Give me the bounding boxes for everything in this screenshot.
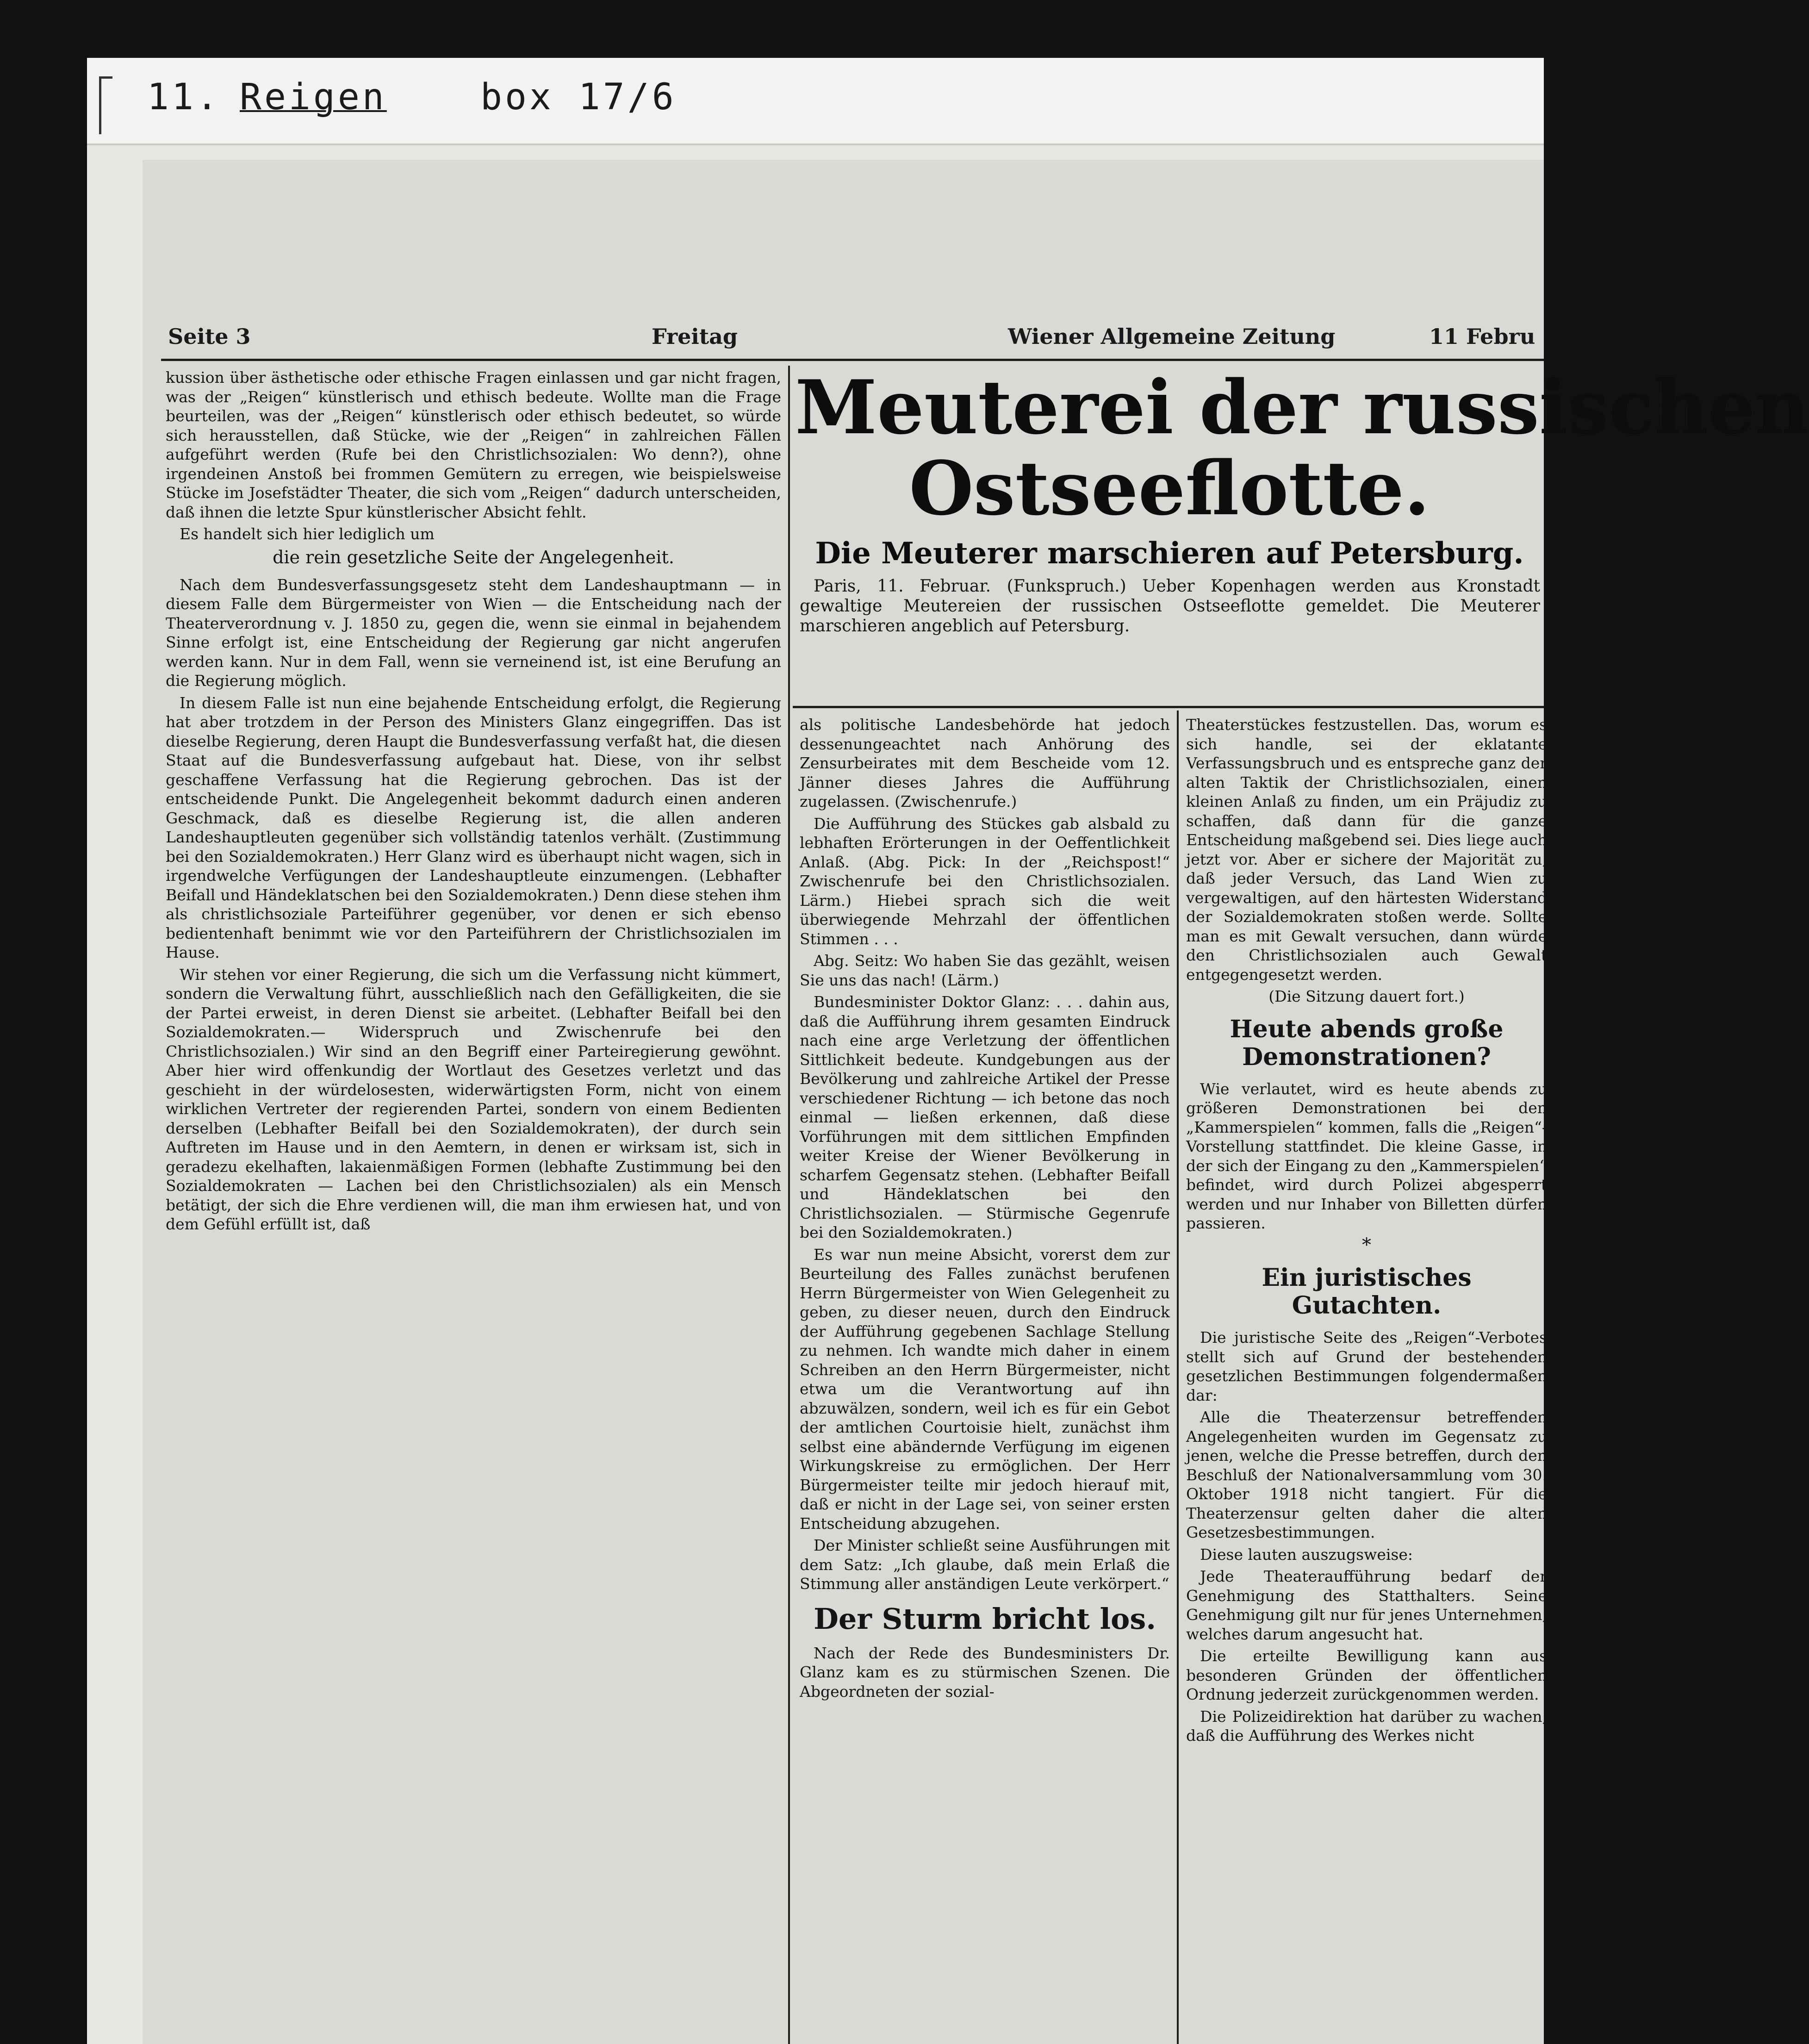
corner-mark [99, 76, 112, 134]
dispatch-paragraph: Paris, 11. Februar. (Funkspruch.) Ueber Kopenhagen werden aus Kronstadt gewaltige Meutereien der russischen Ostseeflotte gemeldet. Die Meuterer marschieren angeblich auf Petersburg. [800, 577, 1540, 636]
middle-paragraph: Bundesminister Doktor Glanz: . . . dahin aus, daß die Aufführung ihrem gesamten Eindruck nach eine arge Verletzung der öffentlichen Sittlichkeit bedeute. Kundgebungen aus der Bevölkerung und zahlreiche Artikel der Presse verschiedener Richtung — ich betone das noch einmal — ließen erkennen, daß diese Vorführungen mit dem sittlichen Empfinden weiter Kreise der Wiener Bevölkerung in scharfem Gegensatz stehen. (Lebhafter Beifall und Händeklatschen bei den Christlichsozialen. — Stürmische Gegenrufe bei den Sozialdemokraten.) [800, 993, 1170, 1241]
left-paragraph: In diesem Falle ist nun eine bejahende Entscheidung erfolgt, die Regierung hat aber trotzdem in der Person des Ministers Glanz eingegriffen. Das ist dieselbe Regierung, deren Haupt die Bundesverfassung verfaßt hat, die diesen Staat auf die Bundesverfassung aufgebaut hat. Diese, von ihr selbst geschaffene Verfassung hat die Regierung gebrochen. Das ist der entscheidende Punkt. Die Angelegenheit bekommt dadurch einen anderen Geschmack, daß es dieselbe Regierung ist, die allen anderen Landeshauptleuten gegenüber sich vollständig tatenlos verhält. (Zustimmung bei den Sozialdemokraten.) Herr Glanz wird es überhaupt nicht wagen, sich in irgendwelche Verfügungen der Landeshauptleute einzumengen. (Lebhafter Beifall und Händeklatschen bei den Sozialdemokraten.) Denn diese stehen ihm als christlichsoziale Parteiführer gegenüber, vor denen er sich ebenso bedientenhaft benimmt wie vor den Parteiführern der Christlichsozialen im Hause. [166, 693, 781, 961]
middle-paragraph: Der Minister schließt seine Ausführungen mit dem Satz: „Ich glaube, daß mein Erlaß die Stimmung aller anständigen Leute verkörpert.“ [800, 1536, 1170, 1593]
separator-star: * [1362, 1234, 1371, 1256]
column-rule-2 [1177, 710, 1179, 2044]
running-head-newspaper: Wiener Allgemeine Zeitung [1008, 324, 1336, 349]
right-paragraph: Alle die Theaterzensur betreffenden Angelegenheiten wurden im Gegensatz zu jenen, welche die Presse betreffen, durch den Beschluß der Nationalversammlung vom 30. Oktober 1918 nicht tangiert. Für die Theaterzensur gelten daher die alten Gesetzesbestimmungen. [1186, 1408, 1547, 1541]
right-paragraph: Die erteilte Bewilligung kann aus besonderen Gründen der öffentlichen Ordnung jederzeit zurückgenommen werden. [1186, 1647, 1547, 1703]
head-rule [161, 359, 1544, 361]
right-paragraph: Theaterstückes festzustellen. Das, worum es sich handle, sei der eklatante Verfassungsbruch und es entspreche ganz der alten Taktik der Christlichsozialen, einen kleinen Anlaß zu finden, um ein Präjudiz zu schaffen, daß dann für die ganze Entscheidung maßgebend sei. Dies liege auch jetzt vor. Aber er sichere der Majorität zu, daß jeder Versuch, das Land Wien zu vergewaltigen, auf den härtesten Widerstand der Sozialdemokraten stoßen werde. Sollte man es mit Gewalt versuchen, dann würde den Christlichsozialen auch Gewalt entgegengesetzt werden. [1186, 716, 1547, 984]
middle-paragraph: Nach der Rede des Bundesministers Dr. Glanz kam es zu stürmischen Szenen. Die Abgeordneten der sozial- [800, 1644, 1170, 1701]
headline-line-1: Meuterei der russischen [795, 364, 1809, 451]
right-paragraph: (Die Sitzung dauert fort.) [1268, 987, 1465, 1005]
middle-paragraph: Es war nun meine Absicht, vorerst dem zur Beurteilung des Falles zunächst berufenen Herrn Bürgermeister von Wien Gelegenheit zu geben, zu dieser neuen, durch den Eindruck der Aufführung gegebenen Sachlage Stellung zu nehmen. Ich wandte mich daher in einem Schreiben an den Herrn Bürgermeister, nicht etwa um die Verantwortung auf ihn abzuwälzen, sondern, weil ich es für ein Gebot der amtlichen Courtoisie hielt, zunächst ihm selbst eine abändernde Verfügung im eigenen Wirkungskreise zu ermöglichen. Der Herr Bürgermeister teilte mir jedoch hierauf mit, daß er nicht in der Lage sei, von seiner ersten Entscheidung abzugehen. [800, 1245, 1170, 1533]
dispatch-text [800, 576, 1540, 701]
archive-sheet [87, 58, 1809, 2044]
right-paragraph: Die juristische Seite des „Reigen“-Verbotes stellt sich auf Grund der bestehenden gesetzlichen Bestimmungen folgendermaßen dar: [1186, 1328, 1547, 1404]
left-paragraph: kussion über ästhetische oder ethische Fragen einlassen und gar nicht fragen, was der „Reigen“ künstlerisch und ethisch bedeute. Wollte man die Frage beurteilen, was der „Reigen“ künstlerisch oder ethisch bedeutet, so würde sich herausstellen, daß Stücke, wie der „Reigen“ in zahlreichen Fällen aufgeführt werden (Rufe bei den Christlichsozialen: Wo denn?), ohne irgendeinen Anstoß bei frommen Gemütern zu erregen, wie beispielsweise Stücke im Josefstädter Theater, die sich vom „Reigen“ dadurch unterscheiden, daß ihnen die letzte Spur künstlerischer Absicht fehlt. [166, 368, 781, 521]
subheadline: Die Meuterer marschieren auf Petersburg. [815, 536, 1524, 571]
middle-column [800, 715, 1170, 2039]
label-title: Reigen [240, 76, 387, 118]
left-paragraph: Nach dem Bundesverfassungsgesetz steht dem Landeshauptmann — in diesem Falle dem Bürgermeister von Wien — die Entscheidung nach der Theaterverordnung v. J. 1850 zu, gegen die, wenn sie einmal in bejahendem Sinne erfolgt ist, eine Entscheidung der Regierung gar nicht angerufen werden kann. Nur in dem Fall, wenn sie verneinend ist, ist eine Berufung an die Regierung möglich. [166, 575, 781, 690]
right-subheading-1: Heute abends große Demonstrationen? [1230, 1015, 1504, 1071]
headline-line-2: Ostseeflotte. [909, 445, 1430, 532]
label-box: box 17/6 [480, 76, 677, 118]
middle-subheading: Der Sturm bricht los. [814, 1602, 1156, 1636]
running-head-page: Seite 3 [168, 324, 251, 349]
left-column [166, 368, 781, 2039]
headline-bottom-rule [793, 706, 1544, 708]
archive-label-strip [87, 58, 1544, 145]
right-paragraph: Diese lauten auszugsweise: [1200, 1545, 1413, 1564]
column-rule-1 [788, 366, 790, 2044]
left-spaced-heading: die rein gesetzliche Seite der Angelegenheit. [273, 547, 674, 567]
newspaper-clipping [143, 160, 1809, 2044]
right-paragraph: Wie verlautet, wird es heute abends zu größeren Demonstrationen bei den „Kammerspielen“ kommen, falls die „Reigen“-Vorstellung stattfindet. Die kleine Gasse, in der sich der Eingang zu den „Kammerspielen“ befindet, wird durch Polizei abgesperrt werden und nur Inhaber von Billetten dürfen passieren. [1186, 1079, 1547, 1232]
middle-paragraph: als politische Landesbehörde hat jedoch dessenungeachtet nach Anhörung des Zensurbeirates mit dem Bescheide vom 12. Jänner dieses Jahres die Aufführung zugelassen. (Zwischenrufe.) [800, 716, 1170, 810]
running-head-date: 11 Febru [1429, 324, 1535, 349]
left-paragraph: Wir stehen vor einer Regierung, die sich um die Verfassung nicht kümmert, sondern die Verwaltung führt, ausschließlich nach den Gefälligkeiten, die sie der Partei erweist, in deren Dienst sie arbeitet. (Lebhafter Beifall bei den Sozialdemokraten.— Widerspruch und Zwischenrufe bei den Christlichsozialen.) Wir sind an den Begriff einer Parteiregierung gewöhnt. Aber hier wird offenkundig der Wortlaut des Gesetzes verletzt und das geschieht in der würdelosesten, widerwärtigsten Form, nicht von einem wirklichen Vertreter der regierenden Partei, sondern von einem Bedienten derselben (Lebhafter Beifall bei den Sozialdemokraten), der durch sein Auftreten im Hause und in den Aemtern, in denen er wirksam ist, sich in geradezu ekelhaften, lakaienmäßigen Formen (lebhafte Zustimmung bei den Sozialdemokraten — Lachen bei den Christlichsozialen) als ein Mensch betätigt, der sich die Ehre verdienen will, die man ihm erwiesen hat, und von dem Gefühl erfüllt ist, daß [166, 965, 781, 1233]
middle-paragraph: Die Aufführung des Stückes gab alsbald zu lebhaften Erörterungen in der Oeffentlichkeit Anlaß. (Abg. Pick: In der „Reichspost!“ Zwischenrufe bei den Christlichsozialen. Lärm.) Hiebei sprach sich die weit überwiegende Mehrzahl der öffentlichen Stimmen . . . [800, 814, 1170, 948]
right-paragraph: Die Polizeidirektion hat darüber zu wachen, daß die Aufführung des Werkes nicht [1186, 1707, 1547, 1745]
label-number: 11. [147, 76, 221, 118]
right-subheading-2: Ein juristisches Gutachten. [1262, 1264, 1472, 1320]
running-head-day: Freitag [652, 324, 738, 349]
right-column [1186, 715, 1547, 2039]
left-paragraph: Es handelt sich hier lediglich um [180, 525, 435, 543]
middle-paragraph: Abg. Seitz: Wo haben Sie das gezählt, weisen Sie uns das nach! (Lärm.) [800, 952, 1170, 989]
right-paragraph: Jede Theateraufführung bedarf der Genehmigung des Statthalters. Seine Genehmigung gilt nur für jenes Unternehmen, welches darum angesucht hat. [1186, 1567, 1547, 1643]
